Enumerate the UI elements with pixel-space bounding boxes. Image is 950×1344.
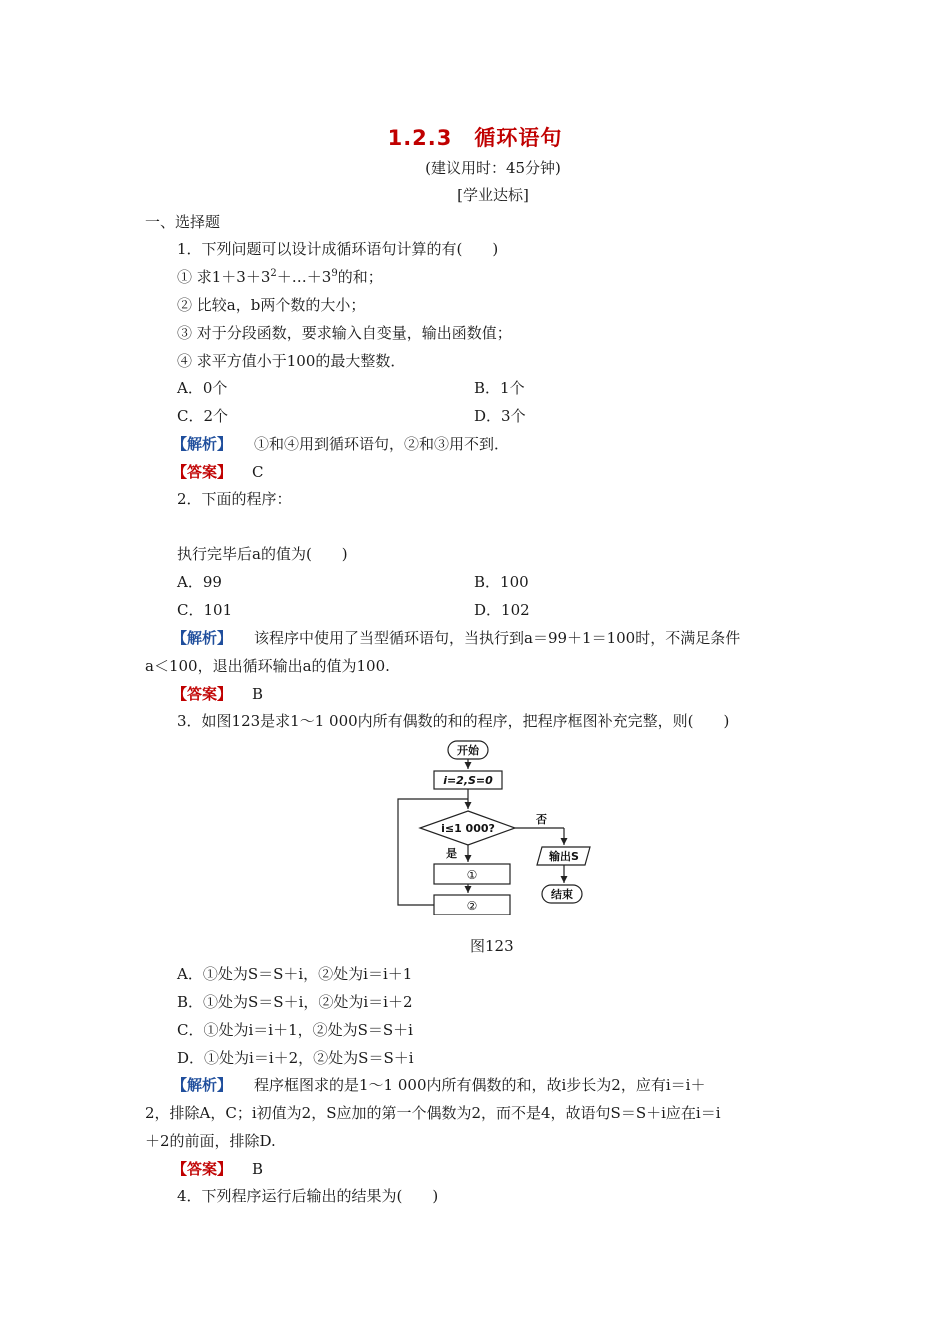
q3-analysis-line-3: ＋2的前面，排除D. — [145, 1132, 276, 1150]
flowchart — [390, 737, 600, 915]
analysis-tag: 【解析】 — [172, 1076, 233, 1094]
q3-option-a: A．①处为S＝S＋i，②处为i＝i＋1 — [177, 965, 413, 983]
q1-item-4: ④ 求平方值小于100的最大整数． — [177, 352, 406, 370]
flow-yes-label: 是 — [446, 847, 457, 860]
q2-stem: 2．下面的程序： — [177, 490, 292, 508]
q1-item-3: ③ 对于分段函数，要求输入自变量，输出函数值； — [177, 324, 512, 342]
q1-option-a: A．0个 — [177, 379, 228, 397]
flow-box-2-label: ② — [466, 899, 478, 913]
q2-option-b: B．100 — [474, 573, 529, 591]
q3-analysis-line-2: 2，排除A，C；i初值为2，S应加的第一个偶数为2，而不是4，故语句S＝S＋i应在i＝i — [145, 1104, 721, 1122]
q2-ask: 执行完毕后a的值为( ) — [177, 545, 348, 563]
q3-option-c: C．①处为i＝i＋1，②处为S＝S＋i — [177, 1021, 413, 1039]
flow-box-1-label: ① — [466, 868, 478, 882]
q2-answer: 【答案】 B — [172, 685, 264, 703]
q2-analysis-line-2: a＜100，退出循环输出a的值为100. — [145, 657, 390, 675]
flow-end-label: 结束 — [551, 888, 573, 901]
q3-analysis-line-1: 【解析】 程序框图求的是1～1 000内所有偶数的和，故i步长为2，应有i＝i＋ — [172, 1076, 706, 1094]
q2-analysis-line-1: 【解析】 该程序中使用了当型循环语句，当执行到a＝99＋1＝100时，不满足条件 — [172, 629, 741, 647]
q2-option-a: A．99 — [177, 573, 222, 591]
q1-stem: 1．下列问题可以设计成循环语句计算的有( ) — [177, 240, 499, 258]
flow-init-label: i=2,S=0 — [443, 774, 493, 787]
analysis-tag: 【解析】 — [172, 435, 233, 453]
q3-stem: 3．如图123是求1～1 000内所有偶数的和的程序，把程序框图补充完整，则( ) — [177, 712, 730, 730]
analysis-tag: 【解析】 — [172, 629, 233, 647]
q1-item-1: ① 求$1+3+3^2+\dots+3^9$的和； — [177, 268, 383, 286]
flow-condition-label: i≤1 000? — [441, 822, 495, 835]
q1-answer: 【答案】 C — [172, 463, 264, 481]
flow-no-label: 否 — [536, 813, 547, 826]
answer-tag: 【答案】 — [172, 463, 233, 481]
answer-tag: 【答案】 — [172, 685, 233, 703]
q1-item-2: ② 比较a，b两个数的大小； — [177, 296, 366, 314]
q2-option-d: D．102 — [474, 601, 530, 619]
q4-stem: 4．下列程序运行后输出的结果为( ) — [177, 1187, 439, 1205]
flow-output-label: 输出S — [549, 850, 579, 863]
answer-tag: 【答案】 — [172, 1160, 233, 1178]
q1-analysis: 【解析】 ①和④用到循环语句，②和③用不到． — [172, 435, 510, 453]
q3-answer: 【答案】 B — [172, 1160, 264, 1178]
q1-option-c: C．2个 — [177, 407, 229, 425]
section-heading: 一、选择题 — [145, 213, 221, 231]
q3-option-b: B．①处为S＝S＋i，②处为i＝i＋2 — [177, 993, 413, 1011]
q1-option-b: B．1个 — [474, 379, 525, 397]
flow-start-label: 开始 — [457, 744, 479, 757]
q1-option-d: D．3个 — [474, 407, 526, 425]
suggested-time: (建议用时：45分钟) — [425, 159, 561, 177]
figure-caption: 图123 — [470, 937, 514, 955]
page-title: 1.2.3 循环语句 — [387, 126, 563, 150]
level-label: [学业达标] — [457, 186, 529, 204]
q3-option-d: D．①处为i＝i＋2，②处为S＝S＋i — [177, 1049, 414, 1067]
q2-option-c: C．101 — [177, 601, 233, 619]
